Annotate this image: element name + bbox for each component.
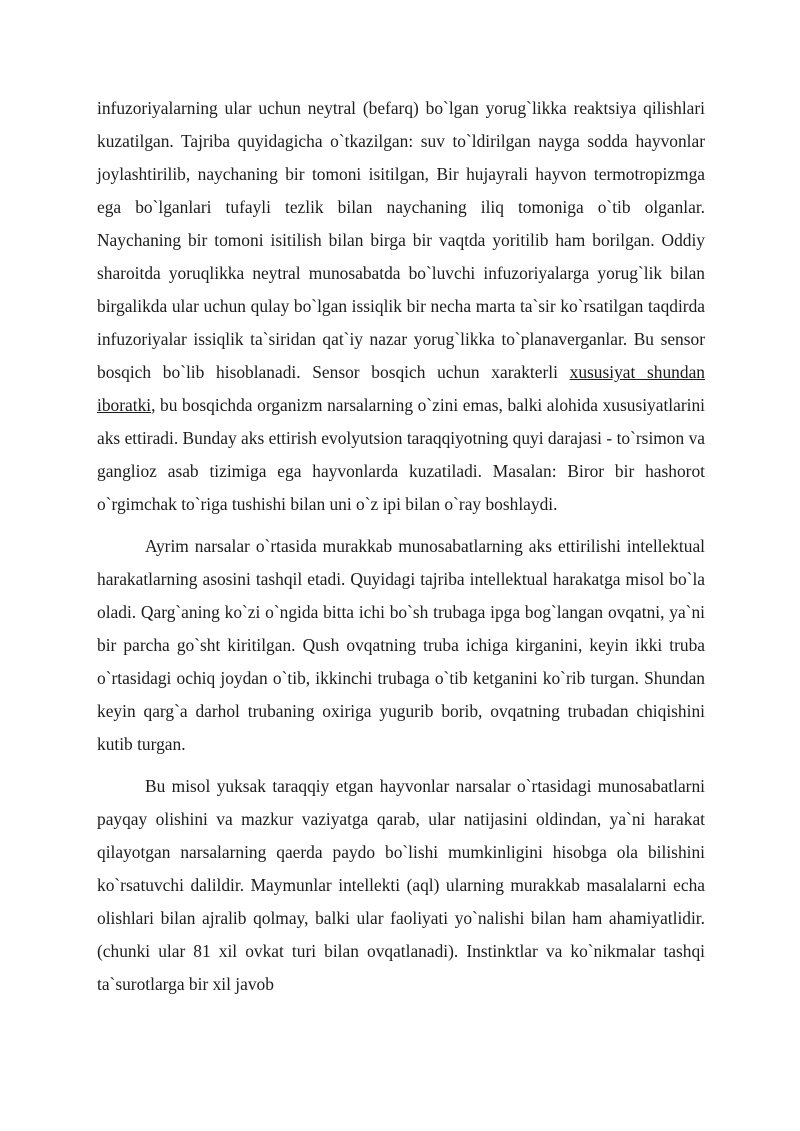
- paragraph-infusoria-experiment: [97, 92, 705, 521]
- paragraph-text: infuzoriyalarning ular uchun neytral (befarq) bo`lgan yorug`likka reaktsiya qilishlari kuzatilgan. Tajriba quyidagicha o`tkazilgan: suv to`ldirilgan nayga sodda hayvonlar joylashtirilib, naychaning bir tomoni isitilgan, Bir hujayrali hayvon termotropizmga ega bo`lganlari tufayli tezlik bilan naychaning iliq tomoniga o`tib olganlar. Naychaning bir tomoni isitilish bilan birga bir vaqtda yoritilib ham borilgan. Oddiy sharoitda yoruqlikka neytral munosabatda bo`luvchi infuzoriyalarga yorug`lik bilan birgalikda ular uchun qulay bo`lgan issiqlik bir necha marta ta`sir ko`rsatilgan taqdirda infuzoriyalar issiqlik ta`siridan qat`iy nazar yorug`likka to`planaverganlar. Bu sensor bosqich bo`lib hisoblanadi. Sensor bosqich uchun xarakterli: [97, 98, 705, 382]
- paragraph-text: , bu bosqichda organizm narsalarning o`zini emas, balki alohida xususiyatlarini aks ettiradi. Bunday aks ettirish evolyutsion taraqqiyotning quyi darajasi - to`rsimon va ganglioz asab tizimiga ega hayvonlarda kuzatiladi. Masalan: Biror bir hashorot o`rgimchak to`riga tushishi bilan uni o`z ipi bilan o`ray boshlaydi.: [97, 395, 705, 514]
- underlined-phrase: xususiyat shundan iboratki: [97, 362, 705, 415]
- paragraph-monkey-intellect: Bu misol yuksak taraqqiy etgan hayvonlar narsalar o`rtasidagi munosabatlarni payqay olishini va mazkur vaziyatga qarab, ular natijasini oldindan, ya`ni harakat qilayotgan narsalarning qaerda paydo bo`lishi mumkinligini hisobga ola bilishini ko`rsatuvchi dalildir. Maymunlar intellekti (aql) ularning murakkab masalalarni echa olishlari bilan ajralib qolmay, balki ular faoliyati yo`nalishi bilan ham ahamiyatlidir. (chunki ular 81 xil ovkat turi bilan ovqatlanadi). Instinktlar va ko`nikmalar tashqi ta`surotlarga bir xil javob: [97, 776, 705, 994]
- document-page: [97, 92, 705, 1001]
- paragraph-crow-experiment: Ayrim narsalar o`rtasida murakkab munosabatlarning aks ettirilishi intellektual harakatlarning asosini tashqil etadi. Quyidagi tajriba intellektual harakatga misol bo`la oladi. Qarg`aning ko`zi o`ngida bitta ichi bo`sh trubaga ipga bog`langan ovqatni, ya`ni bir parcha go`sht kiritilgan. Qush ovqatning truba ichiga kirganini, keyin ikki truba o`rtasidagi ochiq joydan o`tib, ikkinchi trubaga o`tib ketganini ko`rib turgan. Shundan keyin qarg`a darhol trubaning oxiriga yugurib borib, ovqatning trubadan chiqishini kutib turgan.: [97, 536, 705, 754]
